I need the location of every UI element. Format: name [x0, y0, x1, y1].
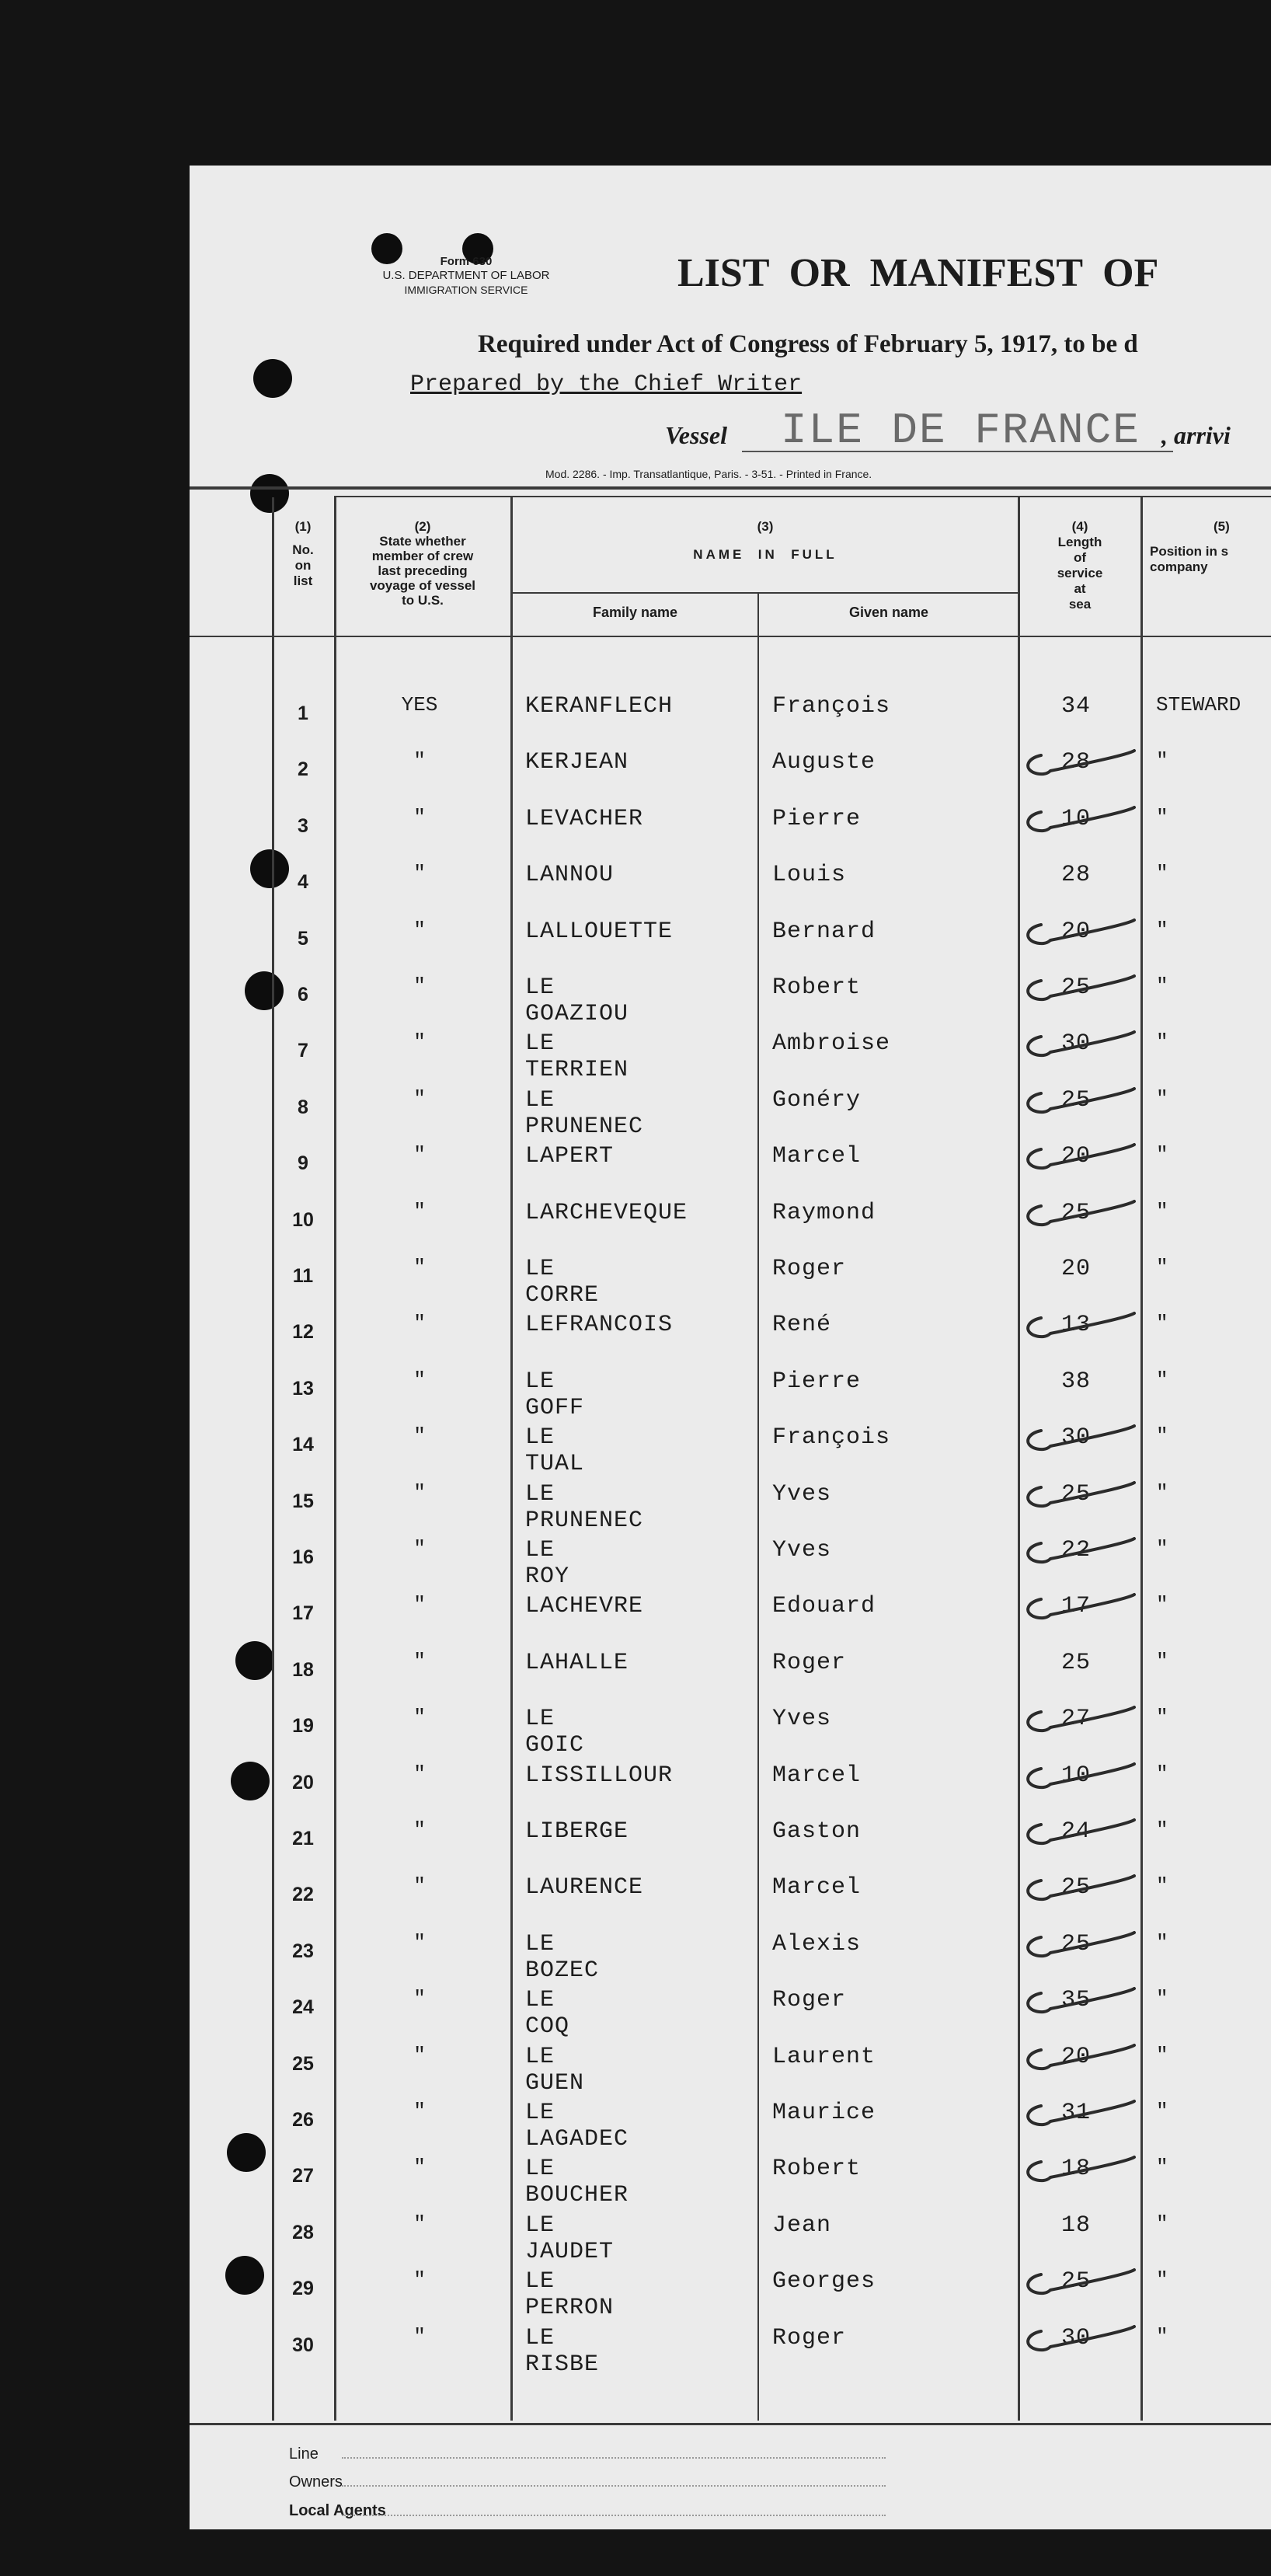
previous-voyage: " — [413, 974, 426, 998]
previous-voyage: " — [413, 1312, 426, 1335]
agency-name: U.S. DEPARTMENT OF LABOR — [382, 269, 550, 282]
previous-voyage: " — [413, 1650, 426, 1673]
given-name: Marcel — [772, 1143, 862, 1169]
service-length: 25 — [1060, 1650, 1091, 1676]
previous-voyage: " — [413, 1931, 426, 1954]
family-name: LE PRUNENEC — [525, 1481, 644, 1534]
position: " — [1156, 974, 1168, 998]
family-name: LE PERRON — [525, 2268, 615, 2321]
col-rule-2 — [334, 497, 336, 2421]
service-length: 30 — [1060, 2325, 1091, 2351]
previous-voyage: " — [413, 1368, 426, 1392]
row-number: 24 — [292, 1996, 314, 2018]
col4-header — [1019, 519, 1140, 612]
service-length: 25 — [1060, 1931, 1091, 1957]
col5-header — [1142, 519, 1271, 575]
arriving-label: , arrivi — [1161, 421, 1231, 449]
position: " — [1156, 2325, 1168, 2348]
service-length: 18 — [1060, 2156, 1091, 2182]
previous-voyage: " — [413, 1987, 426, 2010]
given-name: Roger — [772, 1256, 847, 1282]
check-mark-icon — [1010, 1526, 1189, 1573]
row-number: 17 — [292, 1602, 314, 1624]
check-mark-icon — [1010, 1807, 1189, 1854]
prepared-by: Prepared by the Chief Writer — [410, 371, 803, 398]
required-under-act: Required under Act of Congress of February 5, 1917, to be d — [478, 330, 1138, 358]
col5-number: (5) — [1214, 519, 1230, 534]
given-name: Pierre — [772, 806, 862, 832]
family-name: LE BOUCHER — [525, 2156, 629, 2208]
footer-line-label: Line — [289, 2445, 319, 2463]
row-number: 16 — [292, 1546, 314, 1568]
family-name: LE GOAZIOU — [525, 974, 629, 1027]
footer-agents-field — [342, 2515, 886, 2516]
previous-voyage: " — [413, 2325, 426, 2348]
given-name-header: Given name — [848, 605, 929, 620]
service-length: 22 — [1060, 1537, 1091, 1563]
row-number: 9 — [298, 1152, 308, 1174]
family-name: KERANFLECH — [525, 693, 674, 720]
given-name: François — [772, 693, 891, 720]
position: " — [1156, 2100, 1168, 2123]
check-mark-icon — [1010, 964, 1189, 1010]
position: " — [1156, 919, 1168, 942]
previous-voyage: " — [413, 1424, 426, 1448]
previous-voyage: " — [413, 1481, 426, 1504]
check-mark-icon — [1010, 2033, 1189, 2079]
service-length: 20 — [1060, 1256, 1091, 1282]
family-name: LE COQ — [525, 1987, 570, 2040]
service-length: 20 — [1060, 1143, 1091, 1169]
service-length: 25 — [1060, 1481, 1091, 1508]
row-number: 25 — [292, 2053, 314, 2075]
form-number: Form 630 — [440, 255, 493, 268]
punch-hole — [250, 474, 289, 513]
punch-hole — [227, 2133, 266, 2172]
position: " — [1156, 1481, 1168, 1504]
previous-voyage: " — [413, 2268, 426, 2292]
previous-voyage: YES — [401, 693, 438, 716]
row-number: 26 — [292, 2109, 314, 2131]
col2-label: State whether member of crew last preceding voyage of vessel to U.S. — [369, 534, 476, 608]
col2-number: (2) — [414, 519, 431, 534]
col4-label: Length of service at sea — [1057, 535, 1103, 612]
position: " — [1156, 1424, 1168, 1448]
agency-service: IMMIGRATION SERVICE — [404, 284, 528, 296]
given-name: Gaston — [772, 1818, 862, 1845]
position: " — [1156, 2156, 1168, 2179]
previous-voyage: " — [413, 1200, 426, 1223]
family-name: LE PRUNENEC — [525, 1087, 644, 1140]
service-length: 28 — [1060, 749, 1091, 776]
check-mark-icon — [1010, 1920, 1189, 1967]
table-bottom-rule — [190, 2423, 1271, 2425]
family-name: LAHALLE — [525, 1650, 629, 1676]
previous-voyage: " — [413, 1762, 426, 1786]
col3-label: NAME IN FULL — [693, 547, 837, 562]
name-subheader-rule — [513, 592, 1018, 594]
table-top-border-inner — [334, 496, 1271, 497]
family-name: LE BOZEC — [525, 1931, 600, 1984]
row-number: 12 — [292, 1321, 314, 1343]
previous-voyage: " — [413, 2044, 426, 2067]
service-length: 27 — [1060, 1706, 1091, 1732]
given-name: Georges — [772, 2268, 876, 2295]
given-name: Raymond — [772, 1200, 876, 1226]
previous-voyage: " — [413, 1818, 426, 1842]
position: " — [1156, 1537, 1168, 1560]
family-name-header: Family name — [592, 605, 678, 620]
family-name: LARCHEVEQUE — [525, 1200, 688, 1226]
row-number: 5 — [298, 928, 308, 950]
check-mark-icon — [1010, 2089, 1189, 2135]
service-length: 13 — [1060, 1312, 1091, 1338]
previous-voyage: " — [413, 862, 426, 885]
previous-voyage: " — [413, 806, 426, 829]
family-name: LALLOUETTE — [525, 919, 674, 945]
row-number: 15 — [292, 1490, 314, 1512]
previous-voyage: " — [413, 1874, 426, 1898]
row-number: 29 — [292, 2278, 314, 2299]
given-name: Laurent — [772, 2044, 876, 2070]
check-mark-icon — [1010, 1976, 1189, 2023]
previous-voyage: " — [413, 1143, 426, 1166]
position: " — [1156, 1030, 1168, 1054]
given-name: Marcel — [772, 1762, 862, 1789]
row-number: 19 — [292, 1715, 314, 1737]
row-number: 6 — [298, 984, 308, 1006]
position: " — [1156, 2268, 1168, 2292]
form-header-block — [357, 255, 575, 297]
family-name: LE JAUDET — [525, 2212, 615, 2265]
row-number: 13 — [292, 1378, 314, 1400]
footer-agents-label: Local Agents — [289, 2502, 386, 2519]
given-name: Pierre — [772, 1368, 862, 1395]
row-number: 20 — [292, 1772, 314, 1793]
given-name: Bernard — [772, 919, 876, 945]
position: " — [1156, 1368, 1168, 1392]
footer-owners-field — [342, 2485, 886, 2487]
col4-number: (4) — [1071, 519, 1088, 534]
given-name: Jean — [772, 2212, 832, 2239]
col3-number: (3) — [757, 519, 774, 534]
family-name: LE ROY — [525, 1537, 570, 1590]
row-number: 8 — [298, 1096, 308, 1118]
punch-hole — [225, 2256, 264, 2295]
previous-voyage: " — [413, 1706, 426, 1729]
given-name: Robert — [772, 974, 862, 1001]
check-mark-icon — [1010, 1076, 1189, 1123]
family-name: LAPERT — [525, 1143, 615, 1169]
family-name: LAURENCE — [525, 1874, 644, 1901]
given-name: Roger — [772, 2325, 847, 2351]
check-mark-icon — [1010, 738, 1189, 785]
row-number: 18 — [292, 1659, 314, 1681]
row-number: 7 — [298, 1040, 308, 1061]
previous-voyage: " — [413, 919, 426, 942]
check-mark-icon — [1010, 1582, 1189, 1629]
punch-hole — [253, 359, 292, 398]
position: " — [1156, 1987, 1168, 2010]
check-mark-icon — [1010, 1413, 1189, 1460]
vessel-name: ILE DE FRANCE — [781, 406, 1140, 455]
service-length: 30 — [1060, 1424, 1091, 1451]
position: " — [1156, 1200, 1168, 1223]
col3-header — [513, 519, 1018, 563]
given-name: Roger — [772, 1650, 847, 1676]
row-number: 27 — [292, 2165, 314, 2187]
check-mark-icon — [1010, 1863, 1189, 1910]
row-number: 3 — [298, 815, 308, 837]
check-mark-icon — [1010, 1132, 1189, 1179]
previous-voyage: " — [413, 1593, 426, 1616]
given-name: Yves — [772, 1481, 832, 1508]
service-length: 25 — [1060, 1200, 1091, 1226]
service-length: 24 — [1060, 1818, 1091, 1845]
row-number: 21 — [292, 1828, 314, 1849]
service-length: 30 — [1060, 1030, 1091, 1057]
row-number: 22 — [292, 1884, 314, 1905]
family-name: LE TUAL — [525, 1424, 585, 1477]
previous-voyage: " — [413, 1537, 426, 1560]
position: " — [1156, 1143, 1168, 1166]
service-length: 25 — [1060, 1087, 1091, 1114]
previous-voyage: " — [413, 2212, 426, 2236]
family-name: LISSILLOUR — [525, 1762, 674, 1789]
col5-label: Position in s company — [1150, 544, 1229, 574]
position: " — [1156, 1762, 1168, 1786]
previous-voyage: " — [413, 2156, 426, 2179]
check-mark-icon — [1010, 1301, 1189, 1347]
previous-voyage: " — [413, 2100, 426, 2123]
service-length: 10 — [1060, 1762, 1091, 1789]
row-number: 23 — [292, 1940, 314, 1962]
col1-number: (1) — [294, 519, 312, 534]
position: STEWARD — [1156, 693, 1241, 716]
check-mark-icon — [1010, 908, 1189, 954]
service-length: 25 — [1060, 974, 1091, 1001]
given-name: Ambroise — [772, 1030, 891, 1057]
family-name: LEVACHER — [525, 806, 644, 832]
check-mark-icon — [1010, 1752, 1189, 1798]
row-number: 1 — [298, 702, 308, 724]
row-number: 11 — [292, 1265, 314, 1287]
page-title: LIST OR MANIFEST OF — [677, 251, 1159, 295]
family-name: LE GOIC — [525, 1706, 585, 1759]
position: " — [1156, 2212, 1168, 2236]
given-name: Louis — [772, 862, 847, 888]
given-name: Gonéry — [772, 1087, 862, 1114]
position: " — [1156, 1312, 1168, 1335]
service-length: 31 — [1060, 2100, 1091, 2126]
given-name: René — [772, 1312, 832, 1338]
previous-voyage: " — [413, 1030, 426, 1054]
row-number: 2 — [298, 758, 308, 780]
service-length: 17 — [1060, 1593, 1091, 1619]
position: " — [1156, 806, 1168, 829]
footer-line-field — [342, 2457, 886, 2459]
family-name: LE GOFF — [525, 1368, 585, 1421]
family-name: LE RISBE — [525, 2325, 600, 2378]
given-name: Auguste — [772, 749, 876, 776]
given-name: Roger — [772, 1987, 847, 2013]
check-mark-icon — [1010, 1189, 1189, 1236]
position: " — [1156, 2044, 1168, 2067]
row-number: 30 — [292, 2334, 314, 2356]
family-name: LE CORRE — [525, 1256, 600, 1309]
given-name: Maurice — [772, 2100, 876, 2126]
check-mark-icon — [1010, 1020, 1189, 1066]
col1-header — [272, 519, 334, 589]
service-length: 38 — [1060, 1368, 1091, 1395]
position: " — [1156, 1650, 1168, 1673]
given-name: Robert — [772, 2156, 862, 2182]
service-length: 25 — [1060, 1874, 1091, 1901]
family-name: KERJEAN — [525, 749, 629, 776]
row-number: 4 — [298, 871, 308, 893]
check-mark-icon — [1010, 2257, 1189, 2304]
given-name: Yves — [772, 1537, 832, 1563]
position: " — [1156, 749, 1168, 772]
service-length: 20 — [1060, 2044, 1091, 2070]
header-bottom-rule — [190, 636, 1271, 637]
col-rule-1 — [272, 497, 274, 2421]
family-name: LACHEVRE — [525, 1593, 644, 1619]
col-rule-3 — [510, 497, 513, 2421]
check-mark-icon — [1010, 1695, 1189, 1741]
previous-voyage: " — [413, 749, 426, 772]
given-name: Marcel — [772, 1874, 862, 1901]
punch-hole — [235, 1641, 274, 1680]
check-mark-icon — [1010, 2145, 1189, 2191]
row-number: 10 — [292, 1209, 314, 1231]
family-name: LE GUEN — [525, 2044, 585, 2097]
check-mark-icon — [1010, 2314, 1189, 2361]
col-rule-4 — [757, 592, 759, 2421]
check-mark-icon — [1010, 1470, 1189, 1517]
position: " — [1156, 1706, 1168, 1729]
service-length: 20 — [1060, 919, 1091, 945]
col1-label: No. on list — [292, 542, 314, 588]
family-name: LE TERRIEN — [525, 1030, 629, 1083]
given-name: Alexis — [772, 1931, 862, 1957]
position: " — [1156, 862, 1168, 885]
position: " — [1156, 1087, 1168, 1110]
given-name: Yves — [772, 1706, 832, 1732]
check-mark-icon — [1010, 795, 1189, 842]
row-number: 28 — [292, 2222, 314, 2243]
given-name: François — [772, 1424, 891, 1451]
position: " — [1156, 1818, 1168, 1842]
family-name: LE LAGADEC — [525, 2100, 629, 2152]
family-name: LEFRANCOIS — [525, 1312, 674, 1338]
table-top-border — [190, 486, 1271, 490]
footer-owners-label: Owners — [289, 2473, 343, 2491]
position: " — [1156, 1874, 1168, 1898]
family-name: LIBERGE — [525, 1818, 629, 1845]
col2-header — [334, 519, 511, 608]
row-number: 14 — [292, 1434, 314, 1455]
family-name: LANNOU — [525, 862, 615, 888]
service-length: 10 — [1060, 806, 1091, 832]
position: " — [1156, 1931, 1168, 1954]
previous-voyage: " — [413, 1256, 426, 1279]
printer-line: Mod. 2286. - Imp. Transatlantique, Paris. - 3-51. - Printed in France. — [545, 468, 872, 480]
service-length: 18 — [1060, 2212, 1091, 2239]
service-length: 25 — [1060, 2268, 1091, 2295]
given-name: Edouard — [772, 1593, 876, 1619]
service-length: 34 — [1060, 693, 1091, 720]
vessel-label: Vessel — [665, 421, 727, 449]
previous-voyage: " — [413, 1087, 426, 1110]
position: " — [1156, 1593, 1168, 1616]
position: " — [1156, 1256, 1168, 1279]
punch-hole — [231, 1762, 270, 1800]
service-length: 35 — [1060, 1987, 1091, 2013]
service-length: 28 — [1060, 862, 1091, 888]
